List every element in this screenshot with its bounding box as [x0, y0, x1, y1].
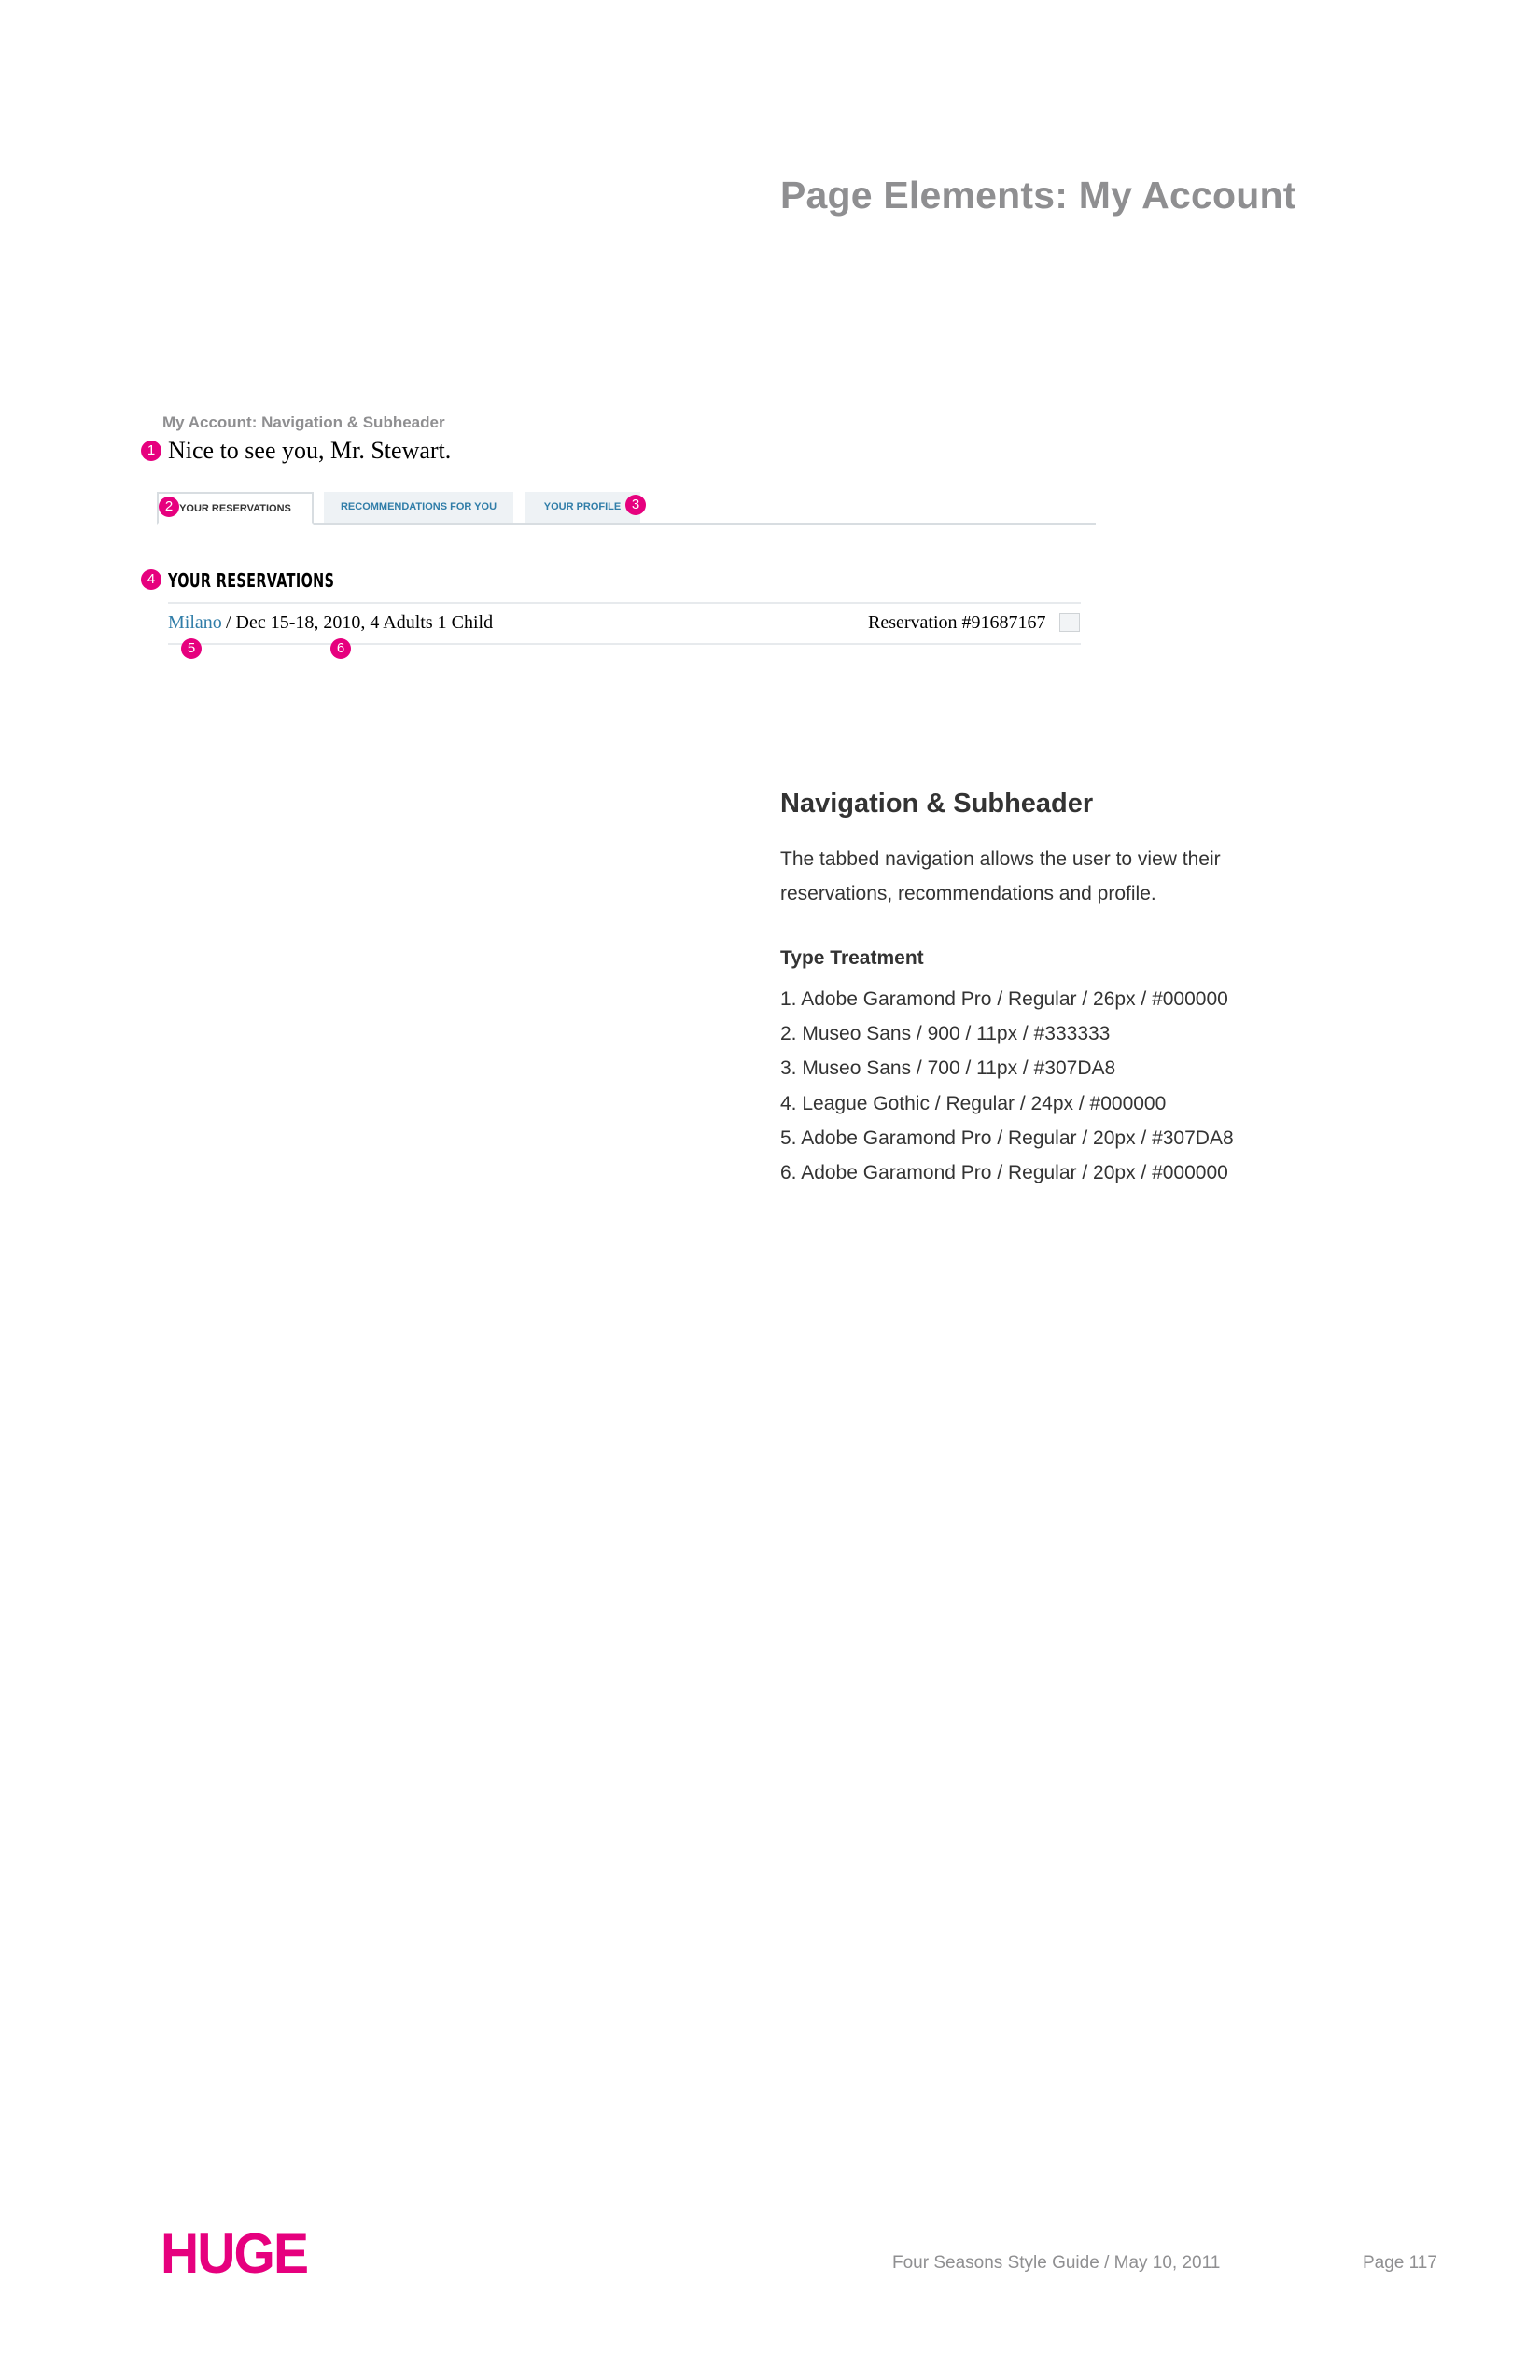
page-number: Page 117 — [1363, 2253, 1437, 2273]
mockup-label: My Account: Navigation & Subheader — [162, 413, 445, 431]
tab-recommendations-for-you[interactable]: RECOMMENDATIONS FOR YOU — [324, 492, 513, 523]
type-treatment-heading: Type Treatment — [780, 947, 924, 969]
description-text: The tabbed navigation allows the user to view their reservations, recommendations and profile. — [780, 848, 1221, 904]
tab-your-reservations[interactable]: YOUR RESERVATIONS — [157, 492, 314, 525]
marker-5: 5 — [181, 638, 202, 659]
type-item: 4. League Gothic / Regular / 24px / #000000 — [780, 1092, 1167, 1114]
reservation-details: / Dec 15-18, 2010, 4 Adults 1 Child — [226, 612, 494, 633]
marker-3: 3 — [625, 495, 646, 515]
marker-4: 4 — [141, 569, 161, 590]
type-item: 2. Museo Sans / 900 / 11px / #333333 — [780, 1023, 1111, 1045]
section-heading-reservations: YOUR RESERVATIONS — [168, 569, 335, 592]
divider-top — [168, 602, 1081, 604]
marker-2: 2 — [159, 497, 179, 517]
type-item: 5. Adobe Garamond Pro / Regular / 20px / #307DA8 — [780, 1127, 1234, 1149]
greeting-subheader: Nice to see you, Mr. Stewart. — [168, 437, 452, 464]
reservation-location-link[interactable]: Milano — [168, 612, 222, 633]
marker-6: 6 — [330, 638, 351, 659]
reservation-number: Reservation #91687167 — [868, 612, 1046, 633]
collapse-button[interactable]: – — [1059, 613, 1080, 632]
description-heading: Navigation & Subheader — [780, 789, 1094, 819]
divider-bottom — [168, 643, 1081, 645]
type-item: 6. Adobe Garamond Pro / Regular / 20px / #000000 — [780, 1162, 1228, 1184]
type-item: 1. Adobe Garamond Pro / Regular / 26px / #000000 — [780, 988, 1228, 1010]
tab-your-profile[interactable]: YOUR PROFILE — [525, 492, 640, 523]
page-title: Page Elements: My Account — [780, 174, 1296, 217]
type-item: 3. Museo Sans / 700 / 11px / #307DA8 — [780, 1057, 1116, 1080]
marker-1: 1 — [141, 441, 161, 461]
type-treatment-list — [780, 982, 1234, 1190]
footer-text: Four Seasons Style Guide / May 10, 2011 — [892, 2253, 1221, 2273]
huge-logo: HUGE — [161, 2222, 308, 2285]
